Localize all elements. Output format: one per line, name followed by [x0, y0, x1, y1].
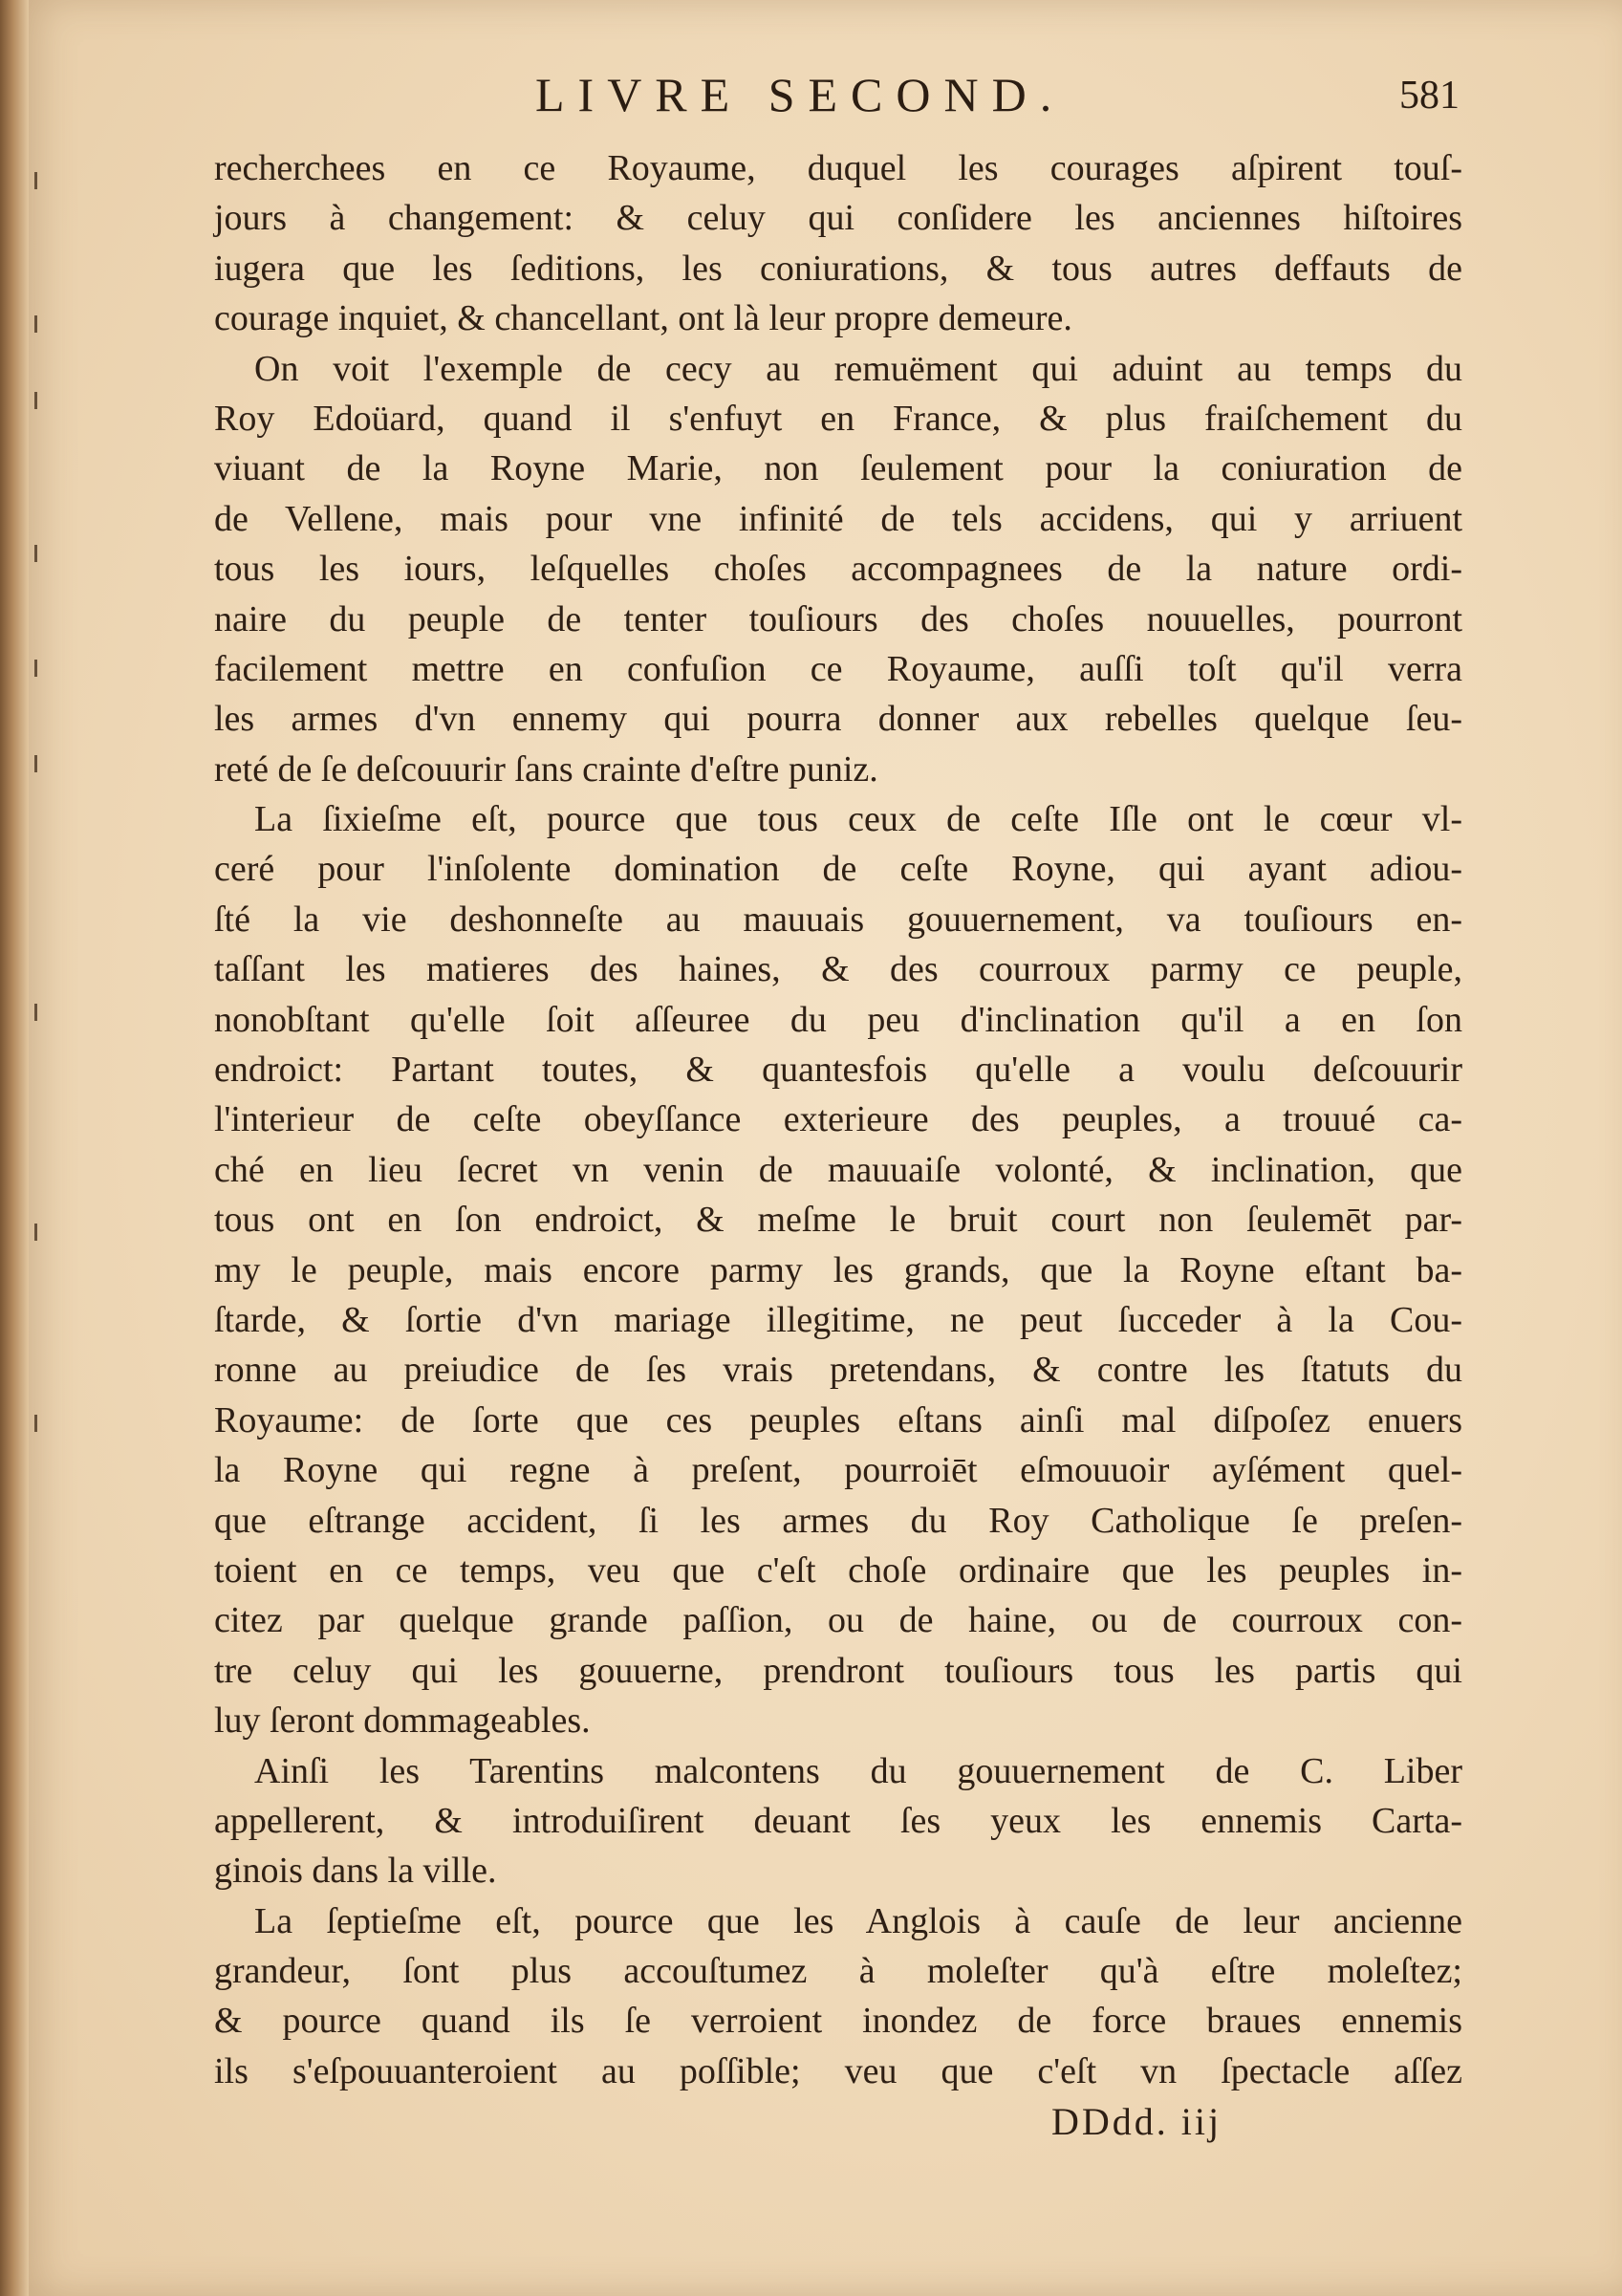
text-line: reté de ſe deſcouurir ſans crainte d'eſtre puniz. — [214, 748, 878, 790]
text-line: que eſtrange accident, ſi les armes du Roy Catholique ſe preſen- — [214, 1500, 1462, 1541]
text-line: luy ſeront dommageables. — [214, 1700, 591, 1742]
signature-mark: DDdd. iij — [1051, 2100, 1222, 2143]
text-line: tre celuy qui les gouuerne, prendront touſiours tous les partis qui — [214, 1650, 1462, 1691]
text-line: l'interieur de ceſte obeyſſance exterieure des peuples, a trouué ca- — [214, 1099, 1462, 1140]
text-line: & pource quand ils ſe verroient inondez de force braues ennemis — [214, 2001, 1462, 2042]
text-line: naire du peuple de tenter touſiours des choſes nouuelles, pourront — [214, 598, 1462, 639]
text-line: de Vellene, mais pour vne infinité de tels accidens, qui y arriuent — [214, 498, 1462, 539]
body-text — [214, 143, 1462, 2096]
text-line: tous les iours, leſquelles choſes accompagnees de la nature ordi- — [214, 549, 1462, 590]
text-line: facilement mettre en confuſion ce Royaume, auſſi toſt qu'il verra — [214, 648, 1462, 689]
text-line: Royaume: de ſorte que ces peuples eſtans ainſi mal diſpoſez enuers — [214, 1399, 1462, 1440]
paragraph-first-line: La ſeptieſme eſt, pource que les Anglois à cauſe de leur ancienne — [254, 1900, 1462, 1941]
text-line: courage inquiet, & chancellant, ont là leur propre demeure. — [214, 298, 1072, 339]
running-title: LIVRE SECOND. — [535, 68, 1066, 121]
binding-gutter — [0, 0, 29, 2296]
text-line: endroict: Partant toutes, & quantesfois qu'elle a voulu deſcouurir — [214, 1050, 1462, 1091]
text-line: ſtarde, & ſortie d'vn mariage illegitime, ne peut ſucceder à la Cou- — [214, 1299, 1462, 1340]
paragraph-first-line: Ainſi les Tarentins malcontens du gouuernement de C. Liber — [254, 1750, 1462, 1791]
text-line: Roy Edoüard, quand il s'enfuyt en France, & plus fraiſchement du — [214, 398, 1462, 439]
text-line: viuant de la Royne Marie, non ſeulement pour la coniuration de — [214, 448, 1462, 489]
text-line: iugera que les ſeditions, les coniurations, & tous autres deffauts de — [214, 248, 1462, 289]
text-line: my le peuple, mais encore parmy les grands, que la Royne eſtant ba- — [214, 1249, 1462, 1290]
page-number: 581 — [1399, 74, 1460, 118]
text-line: nonobſtant qu'elle ſoit aſſeuree du peu d'inclination qu'il a en ſon — [214, 999, 1462, 1040]
page-header — [0, 67, 1622, 134]
text-line: ginois dans la ville. — [214, 1851, 497, 1892]
text-line: la Royne qui regne à preſent, pourroiēt eſmouuoir ayſément quel- — [214, 1450, 1462, 1491]
paragraph-first-line: On voit l'exemple de cecy au remuëment qui aduint au temps du — [254, 348, 1462, 389]
paragraph-first-line: La ſixieſme eſt, pource que tous ceux de ceſte Iſle ont le cœur vl- — [254, 799, 1462, 840]
text-line: jours à changement: & celuy qui conſidere les anciennes hiſtoires — [214, 198, 1462, 239]
text-line: ché en lieu ſecret vn venin de mauuaiſe volonté, & inclination, que — [214, 1149, 1462, 1190]
text-line: ronne au preiudice de ſes vrais pretendans, & contre les ſtatuts du — [214, 1350, 1462, 1391]
text-line: recherchees en ce Royaume, duquel les courages aſpirent touſ- — [214, 148, 1462, 188]
text-line: ils s'eſpouuanteroient au poſſible; veu que c'eſt vn ſpectacle aſſez — [214, 2050, 1462, 2091]
text-line: grandeur, ſont plus accouſtumez à moleſter qu'à eſtre moleſtez; — [214, 1951, 1462, 1992]
text-line: appellerent, & introduiſirent deuant ſes yeux les ennemis Carta- — [214, 1800, 1462, 1841]
text-line: tous ont en ſon endroict, & meſme le bruit court non ſeulemēt par- — [214, 1200, 1462, 1241]
text-line: les armes d'vn ennemy qui pourra donner aux rebelles quelque ſeu- — [214, 699, 1462, 740]
text-line: ſté la vie deshonneſte au mauuais gouuernement, va touſiours en- — [214, 899, 1462, 940]
text-line: ceré pour l'inſolente domination de ceſte Royne, qui ayant adiou- — [214, 849, 1462, 890]
text-line: citez par quelque grande paſſion, ou de haine, ou de courroux con- — [214, 1600, 1462, 1641]
text-line: toient en ce temps, veu que c'eſt choſe ordinaire que les peuples in- — [214, 1549, 1462, 1591]
text-line: taſſant les matieres des haines, & des courroux parmy ce peuple, — [214, 949, 1462, 990]
margin-marks — [34, 143, 54, 1482]
